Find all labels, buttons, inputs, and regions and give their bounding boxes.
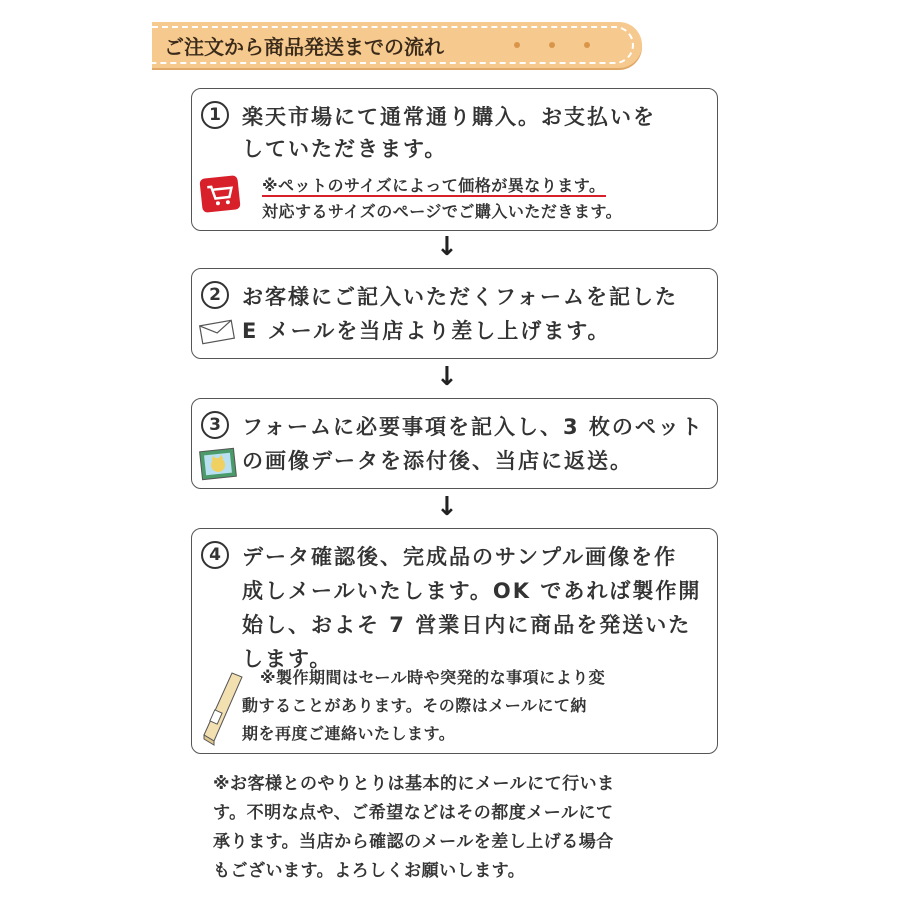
pet-photo-icon <box>198 447 238 485</box>
step-text: 成しメールいたします。OK であれば製作開 <box>242 579 702 603</box>
footer-note: ※お客様とのやりとりは基本的にメールにて行いま <box>213 774 615 794</box>
step-text: の画像データを添付後、当店に返送。 <box>242 449 633 473</box>
footer-note: す。不明な点や、ご希望などはその都度メールにて <box>213 803 614 823</box>
decorative-dot <box>584 42 590 48</box>
decorative-dot <box>549 42 555 48</box>
arrow-down-icon: ↓ <box>436 362 458 392</box>
section-title: ご注文から商品発送までの流れ <box>164 35 444 59</box>
step-number: 2 <box>201 281 229 309</box>
step-4-box <box>191 528 718 754</box>
step-text: E メールを当店より差し上げます。 <box>242 319 611 343</box>
step-number: 4 <box>201 541 229 569</box>
shipping-box-icon <box>198 667 248 751</box>
step-number: 1 <box>201 101 229 129</box>
step-1-box <box>191 88 718 231</box>
step-3-box <box>191 398 718 489</box>
step-number: 3 <box>201 411 229 439</box>
envelope-icon <box>198 319 236 349</box>
step-2-box <box>191 268 718 359</box>
decorative-dot <box>514 42 520 48</box>
price-note: 対応するサイズのページでご購入いただきます。 <box>262 202 623 221</box>
step-text: データ確認後、完成品のサンプル画像を作 <box>242 545 678 569</box>
shopping-cart-icon <box>199 175 240 213</box>
step-text: 始し、およそ 7 営業日内に商品を発送いた <box>242 613 692 637</box>
price-note: ※ペットのサイズによって価格が異なります。 <box>262 176 606 195</box>
production-note: 動することがあります。その際はメールにて納 <box>242 696 587 715</box>
section-header <box>152 22 642 68</box>
footer-note: もございます。よろしくお願いします。 <box>213 861 526 881</box>
step-text: お客様にご記入いただくフォームを記した <box>242 285 678 309</box>
arrow-down-icon: ↓ <box>436 492 458 522</box>
production-note: 期を再度ご連絡いたします。 <box>242 724 456 743</box>
step-text: フォームに必要事項を記入し、3 枚のペット <box>242 415 704 439</box>
footer-note: 承ります。当店から確認のメールを差し上げる場合 <box>213 832 614 852</box>
production-note: ※製作期間はセール時や突発的な事項により変 <box>260 668 606 687</box>
step-text: していただきます。 <box>242 137 448 161</box>
step-text: します。 <box>242 647 333 671</box>
arrow-down-icon: ↓ <box>436 232 458 262</box>
step-text: 楽天市場にて通常通り購入。お支払いを <box>242 105 656 129</box>
